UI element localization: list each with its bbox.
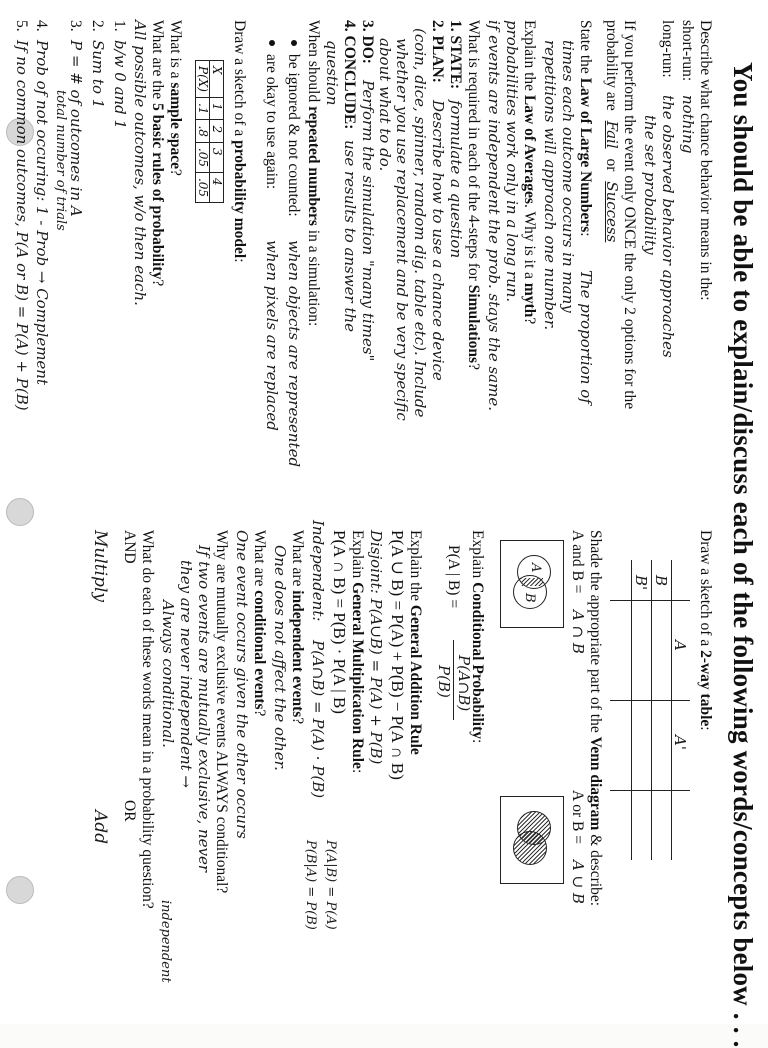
fraction-bar — [453, 640, 454, 720]
rules-q-pre: What are the — [149, 20, 166, 104]
rule-3-answer-2: total number of trials — [53, 90, 68, 231]
model-cell: 2 — [210, 120, 224, 142]
mult-q-bold: General Multiplication Rule — [349, 582, 366, 769]
twoway-question — [696, 530, 714, 731]
repeat-q-bold: repeated numbers — [305, 106, 322, 226]
indep-q-post: ? — [289, 717, 306, 725]
or-text: or — [603, 158, 620, 172]
mult-question — [348, 530, 366, 773]
venn-and-diagram — [500, 540, 564, 628]
venn-label-a: A — [528, 563, 543, 573]
fail-answer: Fail — [603, 120, 621, 149]
table-line — [610, 790, 690, 791]
cond-ev-q-post: ? — [251, 709, 268, 717]
okay-item — [262, 40, 280, 189]
cond-events-answer: One event occurs given the other occurs — [233, 530, 251, 839]
venn-question — [586, 530, 604, 906]
state-label: 1. STATE: — [447, 20, 464, 90]
venn-or-label: A or B = — [569, 790, 586, 844]
long-run-label: long-run: — [659, 20, 676, 78]
twoway-row-label: B' — [632, 575, 650, 591]
mult-formula: P(A ∩ B) = P(B) · P(A | B) — [330, 530, 349, 714]
lln-answer-3: repetitions will approach one number. — [541, 40, 559, 331]
bullet-icon — [291, 40, 297, 46]
conclude-label: 4. CONCLUDE: — [341, 20, 358, 130]
model-q-bold: probability model — [231, 140, 248, 259]
binder-hole — [6, 498, 34, 526]
loa-q-mid: . Why is it a — [521, 203, 538, 283]
twoway-q-pre: Draw a sketch of a — [697, 530, 714, 651]
model-cell: X — [210, 61, 224, 98]
state-answer: formulate a question — [447, 100, 465, 259]
short-run-answer: nothing — [679, 95, 697, 154]
cond-question — [468, 530, 486, 743]
venn-q-pre: Shade the appropriate part of the — [587, 530, 604, 737]
conclude-answer-1: use results to answer the — [341, 140, 359, 333]
twoway-row-label: B — [652, 575, 670, 587]
loa-q-pre: Explain the — [521, 20, 538, 95]
rule-3-num: 3. — [67, 20, 84, 32]
short-run-label: short-run: — [679, 20, 696, 82]
mutex-answer-2: they are never independent → — [177, 560, 195, 788]
rule-1-answer: b/w 0 and 1 — [111, 40, 129, 130]
do-label: 3. DO: — [359, 20, 376, 64]
mutex-answer-3: Always conditional. — [159, 600, 177, 748]
cond-ev-q-pre: What are — [251, 530, 268, 591]
once-question-text: probability are — [603, 20, 620, 111]
rules-question — [148, 20, 166, 286]
words-question: What do each of these words mean in a probability question? — [139, 530, 156, 909]
probability-model-table — [195, 60, 224, 203]
add-formula: P(A ∪ B) = P(A) + P(B) − P(A ∩ B) — [388, 530, 407, 780]
venn-and-answer: A ∩ B — [569, 610, 587, 654]
loa-answer-1: probabilities work only in a long run. — [503, 20, 521, 303]
cond-denominator: P(B) — [435, 665, 453, 698]
rule-3-answer: P = # of outcomes in A — [67, 40, 85, 217]
lln-q-bold: Law of Large Numbers — [577, 77, 594, 233]
lln-q-pre: State the — [577, 20, 594, 78]
steps-q-post: ? — [465, 363, 482, 370]
success-answer: Success — [603, 181, 621, 243]
table-line — [651, 560, 652, 860]
ignored-text: be ignored & not counted: — [285, 54, 302, 217]
model-cell: .8 — [196, 120, 210, 142]
sample-answer: All possible outcomes, w/o then each. — [131, 20, 149, 306]
twoway-col-label: A — [671, 640, 689, 651]
lln-answer-1: The proportion of — [577, 270, 595, 404]
disjoint-answer: Disjoint: P(A∪B) = P(A) + P(B) — [367, 530, 385, 765]
table-line — [610, 700, 690, 701]
plan-answer-2: (coin, dice, spinner, random dig. table etc). Include — [411, 28, 429, 418]
rule-5-answer: If no common outcomes, P(A or B) = P(A) + P(B) — [13, 40, 31, 411]
bullet-icon — [269, 40, 275, 46]
model-prob-row — [196, 61, 210, 203]
ignored-item — [284, 40, 302, 217]
rules-q-bold: 5 basic rules of probability — [149, 103, 166, 280]
indep-q-bold: independent events — [289, 590, 306, 718]
indep-answer-3: P(B|A) = P(B) — [303, 840, 318, 930]
plan-answer-4: about what to do. — [376, 38, 394, 172]
twoway-q-bold: 2-way table — [697, 650, 714, 727]
repeat-q-post: in a simulation: — [305, 225, 322, 327]
cond-numerator: P(A∩B) — [455, 655, 473, 712]
do-answer: Perform the simulation "many times" — [359, 80, 377, 362]
mutex-question: Why are mutually exclusive events ALWAYS conditional? — [213, 530, 230, 894]
rule-5-num: 5. — [13, 20, 30, 32]
cond-q-bold: Conditional Probability — [469, 582, 486, 739]
long-run-answer: the observed behavior approaches — [659, 95, 677, 358]
cond-ev-q-bold: conditional events — [251, 590, 268, 710]
rule-2-answer: Sum to 1 — [89, 40, 107, 109]
model-cell: 4 — [210, 172, 224, 202]
mult-q-post: : — [349, 768, 366, 774]
add-q-bold: General Addition Rule — [407, 604, 424, 755]
indep-answer-label: Independent: — [309, 520, 327, 622]
mutex-margin-note: independent — [158, 900, 173, 983]
and-answer: Multiply — [90, 530, 110, 602]
venn-label-b: B — [522, 593, 537, 603]
and-label: AND — [121, 530, 138, 564]
steps-question — [464, 20, 482, 370]
once-question: If you perform the event only ONCE the only 2 options for the — [621, 20, 638, 410]
model-header-row — [210, 61, 224, 203]
venn-q-post: & describe: — [587, 830, 604, 907]
sample-question — [166, 20, 184, 176]
model-cell: .05 — [196, 172, 210, 202]
model-q-post: : — [231, 258, 248, 263]
add-q-pre: Explain the — [407, 530, 424, 605]
model-question — [230, 20, 248, 263]
mutex-answer-1: If two events are mutually exclusive, never — [195, 545, 213, 873]
long-run-answer-2: the set probability — [641, 115, 659, 255]
plan-answer-3: whether you use replacement and be very specific — [393, 38, 411, 421]
twoway-q-post: : — [697, 726, 714, 731]
loa-answer-2: if events are independent the prob. stays the same. — [485, 20, 503, 411]
rule-1-num: 1. — [111, 20, 128, 32]
indep-answer-1: P(A∩B) = P(A) · P(B) — [309, 640, 327, 799]
indep-definition: One does not affect the other. — [271, 545, 289, 771]
sample-q-bold: sample space — [167, 82, 184, 169]
table-line — [610, 600, 690, 601]
model-q-pre: Draw a sketch of a — [231, 20, 248, 141]
venn-q-bold: Venn diagram — [587, 736, 604, 831]
plan-label: 2. PLAN: — [429, 20, 446, 83]
or-label: OR — [121, 800, 138, 822]
venn-or-answer: A ∪ B — [569, 860, 587, 904]
once-question-2 — [602, 20, 620, 248]
rules-q-post: ? — [149, 279, 166, 287]
loa-question — [520, 20, 538, 324]
venn-and-label: A and B = — [569, 530, 586, 594]
add-question — [406, 530, 424, 755]
steps-q-pre: What is required in each of the 4-steps for — [465, 20, 482, 285]
okay-answer: when pixels are replaced — [263, 240, 281, 431]
conclude-answer-2: question — [323, 40, 341, 106]
indep-q-pre: What are — [289, 530, 306, 591]
cond-q-pre: Explain — [469, 530, 486, 583]
model-cell: .05 — [196, 142, 210, 172]
repeat-q-pre: When should — [305, 20, 322, 107]
rule-4-num: 4. — [33, 20, 50, 32]
lln-answer-2: times each outcome occurs in many — [559, 40, 577, 313]
loa-q-bold: Law of Averages — [521, 94, 538, 204]
model-cell: 1 — [210, 97, 224, 119]
twoway-col-label: A' — [671, 735, 689, 750]
table-line — [671, 560, 672, 860]
lln-question — [576, 20, 594, 237]
cond-events-question — [250, 530, 268, 716]
loa-q-post: ? — [521, 317, 538, 325]
repeat-question — [304, 20, 322, 326]
cond-formula: P(A | B) = — [445, 545, 462, 609]
model-cell: P(X) — [196, 61, 210, 98]
steps-q-bold: Simulations — [465, 284, 482, 364]
venn-circle-b — [513, 831, 547, 865]
ignored-answer: when objects are represented — [285, 240, 303, 468]
or-answer: Add — [90, 810, 110, 845]
indep-question — [288, 530, 306, 724]
binder-hole — [6, 876, 34, 904]
model-cell: 3 — [210, 142, 224, 172]
rule-4-answer: Prob of not occuring: 1 - Prob → Complement — [33, 40, 51, 385]
indep-answer-2: P(A|B) = P(A) — [323, 840, 338, 930]
chance-question: Describe what chance behavior means in the: — [697, 20, 714, 301]
okay-text: are okay to use again: — [263, 54, 280, 190]
page-title: You should be able to explain/discuss each of the following words/concepts below . . . — [728, 62, 758, 1048]
sample-q-pre: What is a — [167, 20, 184, 83]
sample-q-post: ? — [167, 168, 184, 176]
venn-or-diagram — [500, 796, 564, 884]
plan-answer-1: Describe how to use a chance device — [429, 100, 447, 381]
model-cell: .1 — [196, 97, 210, 119]
mult-q-pre: Explain — [349, 530, 366, 583]
rule-2-num: 2. — [89, 20, 106, 32]
venn-and-shading — [521, 578, 543, 586]
lln-q-post: : — [577, 232, 594, 237]
cond-q-post: : — [469, 739, 486, 744]
loa-q-bold2: myth — [521, 282, 538, 318]
table-line — [631, 560, 632, 860]
